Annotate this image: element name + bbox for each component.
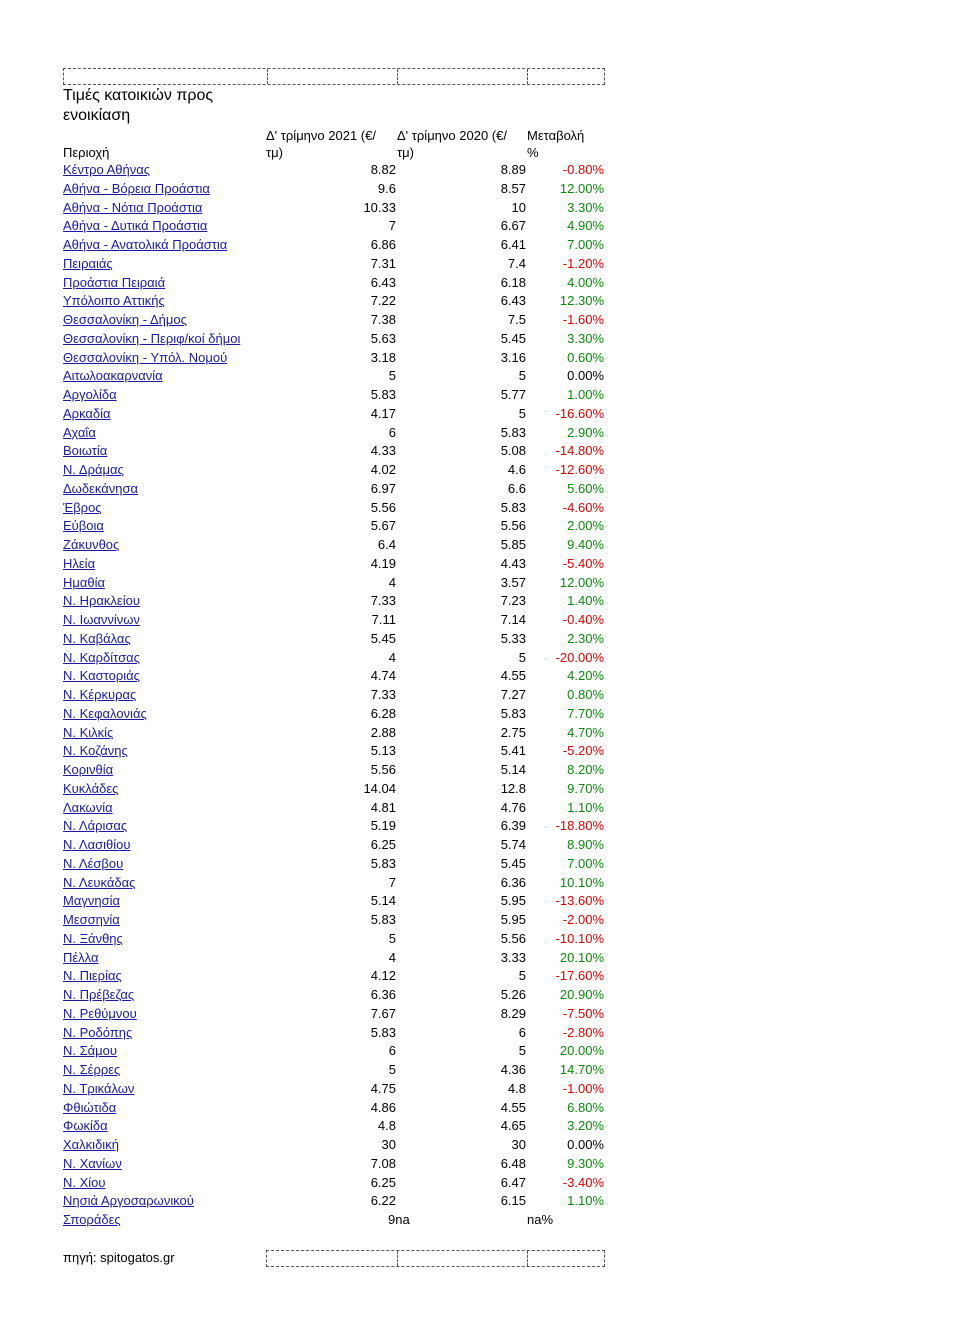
value-change: 1.00% [567,387,604,402]
region-link[interactable]: Ν. Δράμας [63,462,124,477]
value-q2021: 8.82 [370,162,396,177]
value-change: -0.80% [562,162,604,177]
region-link[interactable]: Πέλλα [63,949,99,965]
region-link[interactable]: Μεσσηνία [63,912,120,927]
table-row [63,555,608,574]
region-link[interactable]: Ν. Ροδόπης [63,1024,133,1040]
value-change: 8.20% [567,762,604,777]
region-link[interactable]: Ν. Καστοριάς [63,668,140,684]
region-link[interactable]: Προάστια Πειραιά [63,274,166,290]
value-q2020: 5.26 [500,987,526,1002]
table-row [63,1042,608,1061]
region-link[interactable]: Πειραιάς [63,255,113,271]
value-change: 0.00% [567,368,604,384]
bottom-empty-cells [266,1250,605,1267]
value-q2020: 5 [518,968,526,984]
value-q2020: 3.57 [500,574,526,590]
value-change: -7.50% [562,1005,604,1021]
table-row [63,686,608,705]
region-link[interactable]: Θεσσαλονίκη - Υπόλ. Νομού [63,349,228,365]
value-q2020: 5.14 [500,762,526,777]
value-change: 7.70% [567,705,604,721]
table-row [63,330,608,349]
region-link[interactable]: Φθιώτιδα [63,1099,117,1115]
region-link[interactable]: Ν. Ιωαννίνων [63,612,140,627]
value-q2021: 4.8 [377,1118,396,1134]
table-row [63,311,608,330]
value-change: 9.40% [567,537,604,552]
value-q2020: 3.16 [500,349,526,365]
region-link[interactable]: Ν. Καρδίτσας [63,649,140,665]
region-link[interactable]: Αργολίδα [63,387,117,402]
table-row [63,930,608,949]
value-change: 5.60% [567,480,604,496]
region-link[interactable]: Ν. Χανίων [63,1155,122,1171]
value-q2021: 7.11 [371,612,396,627]
value-q2020: 5.41 [500,743,526,759]
table-row [63,405,608,424]
table-row [63,161,608,180]
value-q2021: 5.19 [370,818,396,834]
table-row [63,799,608,818]
header-q2021: Δ' τρίμηνο 2021 (€/τμ) [266,128,376,160]
value-change: 20.90% [559,987,604,1002]
value-change: 3.30% [567,199,604,215]
value-q2020: 6.47 [500,1174,526,1190]
value-change: -1.60% [562,312,604,327]
value-q2020: 4.55 [500,1099,526,1115]
value-change: 9.30% [567,1155,604,1171]
region-link[interactable]: Φωκίδα [63,1118,108,1134]
value-q2021: 5 [388,368,396,384]
value-q2020: 7.14 [500,612,526,627]
value-q2020: 5.83 [500,499,526,515]
table-row [63,780,608,799]
table-row [63,630,608,649]
table-row [63,1117,608,1136]
table-row [63,574,608,593]
region-link[interactable]: Εύβοια [63,518,104,534]
value-q2020: 4.6 [507,462,526,477]
value-change: 1.10% [567,1193,604,1209]
table-row [63,386,608,405]
value-q2020: 5 [518,368,526,384]
value-change: na% [527,1212,554,1227]
value-change: 2.00% [567,518,604,534]
value-q2021: 9.6 [377,180,396,196]
value-q2020: 6.39 [500,818,526,834]
region-link[interactable]: Θεσσαλονίκη - Δήμος [63,312,187,327]
value-change: 0.80% [567,687,604,702]
value-change: -2.00% [562,912,604,927]
region-link[interactable]: Ηλεία [63,555,96,571]
value-change: 12.00% [559,574,604,590]
region-link[interactable]: Ν. Κέρκυρας [63,687,137,702]
value-q2020: 7.4 [507,255,526,271]
value-q2020: 5.08 [500,443,526,459]
value-q2021: 6.25 [370,837,396,852]
region-link[interactable]: Κυκλάδες [63,780,119,796]
value-change: -20.00% [555,649,604,665]
value-q2021: 7.33 [370,687,396,702]
table-row [63,255,608,274]
region-link[interactable]: Αιτωλοακαρνανία [63,368,163,384]
value-change: 14.70% [559,1062,604,1077]
value-q2020: 4.43 [500,555,526,571]
table-row [63,442,608,461]
value-q2020: 5.45 [500,855,526,871]
value-q2021: 6.86 [370,237,396,252]
region-link[interactable]: Ημαθία [63,574,106,590]
value-q2021: 5.83 [370,387,396,402]
region-link[interactable]: Νησιά Αργοσαρωνικού [63,1193,194,1209]
value-q2020: 5.95 [500,893,526,909]
value-q2020: 6.18 [500,274,526,290]
value-q2021: 4 [388,649,396,665]
value-change: 12.30% [559,293,604,309]
value-q2020: 6.6 [507,480,526,496]
value-change: 9.70% [567,780,604,796]
region-link[interactable]: Ν. Λασιθίου [63,837,131,852]
header-change: Μεταβολή % [527,128,585,160]
value-q2020: 5.74 [500,837,526,852]
value-q2021: 3.18 [370,349,396,365]
source-note: πηγή: spitogatos.gr [63,1250,175,1265]
value-change: -14.80% [555,443,604,459]
value-change: -1.00% [562,1080,604,1096]
value-q2021: 4.81 [370,799,396,815]
table-row [63,180,608,199]
region-link[interactable]: Αθήνα - Δυτικά Προάστια [63,218,208,234]
value-change: 20.10% [559,949,604,965]
region-link[interactable]: Ν. Ρεθύμνου [63,1005,137,1021]
value-q2020: 5.56 [500,518,526,534]
value-q2020: 5.45 [500,330,526,346]
sheet-title: Τιμές κατοικιών προς ενοικίαση [63,87,214,124]
table-row [63,592,608,611]
value-change: 4.00% [567,274,604,290]
region-link[interactable]: Λακωνία [63,799,113,815]
value-q2020: 4.8 [507,1080,526,1096]
value-q2021: 5.56 [370,499,396,515]
region-link[interactable]: Ν. Ξάνθης [63,930,123,946]
value-q2021: 6.28 [370,705,396,721]
value-change: 6.80% [567,1099,604,1115]
region-link[interactable]: Ν. Κεφαλονιάς [63,705,147,721]
value-change: 2.30% [567,630,604,646]
table-row [63,611,608,630]
value-q2020: 5.95 [500,912,526,927]
value-q2020: 5 [518,1043,526,1059]
region-link[interactable]: Ν. Λευκάδας [63,874,136,890]
value-change: 0.00% [567,1137,604,1152]
region-link[interactable]: Ν. Τρικάλων [63,1080,135,1096]
table-row [63,1136,608,1155]
value-q2021: 7.38 [370,312,396,327]
value-q2021: 7 [388,218,396,234]
value-q2021: 6 [388,1043,396,1059]
value-change: -13.60% [555,893,604,909]
region-link[interactable]: Ν. Κοζάνης [63,743,128,759]
value-q2021: 7 [388,874,396,890]
region-link[interactable]: Αθήνα - Ανατολικά Προάστια [63,237,228,252]
region-link[interactable]: Ν. Κιλκίς [63,724,114,740]
table-row [63,292,608,311]
value-q2021: 9na [388,1212,410,1227]
value-q2020: 10 [511,199,526,215]
value-change: -4.60% [562,499,604,515]
region-link[interactable]: Κέντρο Αθήνας [63,162,151,177]
table-row [63,367,608,386]
value-change: -10.10% [555,930,604,946]
value-change: 8.90% [567,837,604,852]
value-q2020: 3.33 [500,949,526,965]
value-q2020: 12.8 [500,780,526,796]
table-row [63,217,608,236]
value-q2020: 7.5 [507,312,526,327]
value-change: 4.20% [567,668,604,684]
table-row [63,724,608,743]
region-link[interactable]: Ν. Λέσβου [63,855,124,871]
table-row [63,1211,608,1230]
value-q2021: 6.36 [370,987,396,1002]
value-q2021: 4.12 [370,968,396,984]
table-row [63,499,608,518]
data-table [63,161,608,1230]
region-link[interactable]: Θεσσαλονίκη - Περιφ/κοί δήμοι [63,330,241,346]
table-row [63,536,608,555]
table-row [63,1155,608,1174]
value-change: 10.10% [559,874,604,890]
region-link[interactable]: Ν. Πιερίας [63,968,122,984]
value-change: -2.80% [562,1024,604,1040]
region-link[interactable]: Έβρος [63,499,102,515]
value-q2021: 4 [388,949,396,965]
value-q2020: 5.33 [500,630,526,646]
value-q2021: 5.14 [370,893,396,909]
value-q2021: 6.4 [377,537,396,552]
table-row [63,986,608,1005]
table-row [63,1080,608,1099]
value-q2021: 30 [381,1137,396,1152]
value-change: -12.60% [555,462,604,477]
value-change: -16.60% [555,405,604,421]
region-link[interactable]: Μαγνησία [63,893,121,909]
region-link[interactable]: Ν. Σέρρες [63,1062,121,1077]
value-q2020: 5.85 [500,537,526,552]
region-link[interactable]: Δωδεκάνησα [63,480,138,496]
region-link[interactable]: Χαλκιδική [63,1137,119,1152]
region-link[interactable]: Ζάκυνθος [63,537,120,552]
value-q2020: 8.89 [500,162,526,177]
value-q2021: 7.08 [370,1155,396,1171]
region-link[interactable]: Ν. Σάμου [63,1043,117,1059]
value-q2021: 4.33 [370,443,396,459]
region-link[interactable]: Σποράδες [63,1212,121,1227]
region-link[interactable]: Αχαΐα [63,424,96,440]
value-q2021: 6.97 [370,480,396,496]
value-q2020: 30 [511,1137,526,1152]
value-q2021: 7.67 [370,1005,396,1021]
value-q2020: 6 [518,1024,526,1040]
table-row [63,461,608,480]
value-q2021: 7.31 [370,255,396,271]
table-row [63,274,608,293]
value-q2020: 6.36 [500,874,526,890]
value-q2021: 5.67 [370,518,396,534]
region-link[interactable]: Ν. Ηρακλείου [63,593,140,609]
region-link[interactable]: Αθήνα - Βόρεια Προάστια [63,180,210,196]
value-q2021: 6.25 [370,1174,396,1190]
value-q2021: 4.19 [370,555,396,571]
table-row [63,199,608,218]
value-change: -0.40% [562,612,604,627]
value-change: 1.40% [567,593,604,609]
table-row [63,1174,608,1193]
value-q2021: 6.22 [370,1193,396,1209]
region-link[interactable]: Βοιωτία [63,443,108,459]
value-change: 7.00% [567,237,604,252]
value-q2020: 6.15 [500,1193,526,1209]
region-link[interactable]: Ν. Χίου [63,1174,106,1190]
table-row [63,349,608,368]
value-q2021: 5.83 [370,912,396,927]
table-row [63,424,608,443]
table-row [63,667,608,686]
table-row [63,1061,608,1080]
value-change: 0.60% [567,349,604,365]
table-row [63,949,608,968]
value-q2021: 4.75 [370,1080,396,1096]
value-change: 3.30% [567,330,604,346]
value-q2020: 6.41 [500,237,526,252]
value-q2020: 4.36 [500,1062,526,1077]
table-row [63,761,608,780]
value-q2021: 4.86 [370,1099,396,1115]
region-link[interactable]: Υπόλοιπο Αττικής [63,293,165,309]
value-q2020: 6.43 [500,293,526,309]
value-q2021: 4.74 [370,668,396,684]
value-q2020: 5.77 [500,387,526,402]
value-change: -18.80% [555,818,604,834]
value-q2021: 10.33 [363,199,396,215]
value-change: -17.60% [555,968,604,984]
value-q2021: 6 [388,424,396,440]
value-q2020: 8.57 [500,180,526,196]
header-region: Περιοχή [63,145,110,160]
value-q2020: 5.56 [500,930,526,946]
value-change: 1.10% [567,799,604,815]
region-link[interactable]: Αθήνα - Νότια Προάστια [63,199,203,215]
value-q2020: 8.29 [500,1005,526,1021]
value-q2021: 4 [388,574,396,590]
region-link[interactable]: Κορινθία [63,762,114,777]
value-q2020: 5.83 [500,424,526,440]
table-row [63,1099,608,1118]
top-empty-cells [63,68,605,85]
value-q2021: 5 [388,1062,396,1077]
value-change: -5.40% [562,555,604,571]
value-q2021: 5.63 [370,330,396,346]
table-row [63,855,608,874]
table-row [63,1005,608,1024]
value-q2020: 5.83 [500,705,526,721]
table-row [63,517,608,536]
value-q2020: 7.27 [500,687,526,702]
value-q2021: 14.04 [363,780,396,796]
value-q2021: 4.02 [370,462,396,477]
table-row [63,1192,608,1211]
value-q2021: 5.83 [370,1024,396,1040]
header-q2020: Δ' τρίμηνο 2020 (€/τμ) [397,128,507,160]
value-change: 4.70% [567,724,604,740]
table-row [63,236,608,255]
value-q2021: 6.43 [370,274,396,290]
table-row [63,892,608,911]
value-q2020: 7.23 [500,593,526,609]
table-row [63,911,608,930]
value-change: -5.20% [562,743,604,759]
table-row [63,836,608,855]
value-q2020: 4.65 [500,1118,526,1134]
value-change: 3.20% [567,1118,604,1134]
value-q2020: 6.48 [500,1155,526,1171]
value-q2020: 6.67 [500,218,526,234]
value-q2021: 5 [388,930,396,946]
value-q2021: 4.17 [370,405,396,421]
table-row [63,742,608,761]
value-q2020: 5 [518,649,526,665]
value-change: -1.20% [562,255,604,271]
value-change: 7.00% [567,855,604,871]
region-link[interactable]: Ν. Λάρισας [63,818,128,834]
value-q2021: 5.13 [370,743,396,759]
value-q2020: 2.75 [500,724,526,740]
value-change: 12.00% [559,180,604,196]
value-q2020: 5 [518,405,526,421]
table-row [63,705,608,724]
table-row [63,817,608,836]
value-change: -3.40% [562,1174,604,1190]
region-link[interactable]: Αρκαδία [63,405,111,421]
value-change: 2.90% [567,424,604,440]
value-q2021: 7.33 [370,593,396,609]
table-row [63,1024,608,1043]
value-q2021: 5.56 [370,762,396,777]
value-change: 4.90% [567,218,604,234]
value-q2020: 4.55 [500,668,526,684]
table-row [63,874,608,893]
value-q2021: 5.83 [370,855,396,871]
value-change: 20.00% [559,1043,604,1059]
region-link[interactable]: Ν. Πρέβεζας [63,987,135,1002]
table-row [63,649,608,668]
table-row [63,967,608,986]
region-link[interactable]: Ν. Καβάλας [63,630,131,646]
value-q2021: 7.22 [370,293,396,309]
table-row [63,480,608,499]
value-q2021: 5.45 [370,630,396,646]
value-q2020: 4.76 [500,799,526,815]
value-q2021: 2.88 [370,724,396,740]
